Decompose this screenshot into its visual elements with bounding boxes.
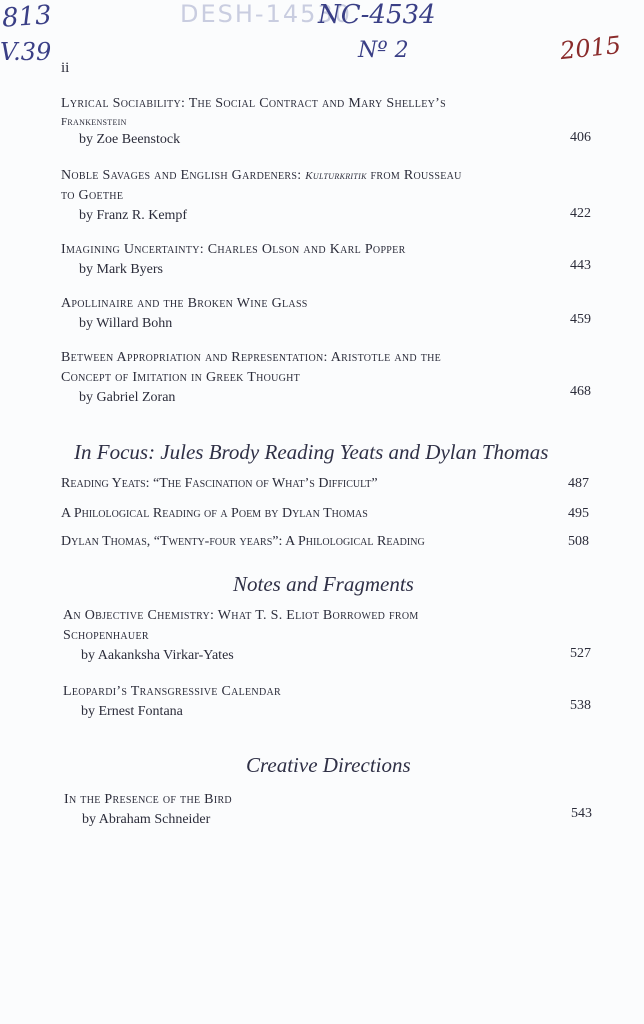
handwritten-mark: NC-4534: [318, 0, 436, 30]
toc-entry: [61, 506, 589, 522]
toc-entry: [64, 790, 592, 830]
entry-page: 459: [570, 312, 591, 327]
entry-title: Leopardi’s Transgressive Calendar: [63, 684, 281, 699]
entry-author: by Abraham Schneider: [82, 812, 211, 827]
section-heading-creative: Creative Directions: [246, 753, 411, 777]
entry-author: by Aakanksha Virkar-Yates: [81, 648, 234, 663]
entry-title: Apollinaire and the Broken Wine Glass: [61, 296, 308, 311]
entry-title-line2: Concept of Imitation in Greek Thought: [61, 370, 301, 385]
toc-entry: [61, 348, 591, 408]
entry-page: 495: [568, 506, 589, 521]
entry-page: 443: [570, 258, 591, 273]
entry-title: In the Presence of the Bird: [64, 792, 232, 807]
entry-page: 508: [568, 534, 589, 549]
toc-entry: [61, 94, 591, 150]
entry-author: by Willard Bohn: [79, 316, 173, 331]
entry-author: by Zoe Beenstock: [79, 132, 181, 147]
entry-title: An Objective Chemistry: What T. S. Eliot Borrowed from: [63, 608, 419, 623]
entry-author: by Ernest Fontana: [81, 704, 183, 719]
entry-author: by Gabriel Zoran: [79, 390, 176, 405]
entry-page: 538: [570, 698, 591, 713]
entry-title-line2: to Goethe: [61, 188, 124, 203]
entry-title-italic: Frankenstein: [61, 116, 127, 128]
entry-title-line2: Schopenhauer: [63, 628, 149, 643]
entry-author: by Franz R. Kempf: [79, 208, 188, 223]
entry-page: 468: [570, 384, 591, 399]
entry-title: Reading Yeats: “The Fascination of What’s Difficult”: [61, 476, 378, 491]
handwritten-mark: V.39: [0, 38, 52, 66]
toc-entry: [61, 534, 589, 550]
entry-title: Between Appropriation and Representation: Aristotle and the: [61, 350, 442, 365]
entry-title: Imagining Uncertainty: Charles Olson and Karl Popper: [61, 242, 406, 257]
entry-title: Dylan Thomas, “Twenty-four years”: A Philological Reading: [61, 534, 425, 549]
entry-page: 543: [571, 806, 592, 821]
entry-title: Lyrical Sociability: The Social Contract and Mary Shelley’s: [61, 96, 446, 111]
faded-stamp: DESH-14530: [180, 0, 352, 28]
entry-page: 406: [570, 130, 591, 145]
section-heading-in-focus: In Focus: Jules Brody Reading Yeats and Dylan Thomas: [74, 440, 549, 464]
toc-entry: [61, 476, 589, 492]
toc-entry: [61, 294, 591, 334]
handwritten-mark: Nº 2: [358, 38, 409, 63]
entry-page: 422: [570, 206, 591, 221]
entry-page: 487: [568, 476, 589, 491]
toc-entry: [61, 240, 591, 280]
entry-page: 527: [570, 646, 591, 661]
entry-author: by Mark Byers: [79, 262, 163, 277]
toc-entry: [63, 682, 591, 722]
toc-entry: [63, 606, 591, 666]
entry-title: A Philological Reading of a Poem by Dylan Thomas: [61, 506, 368, 521]
page-folio: ii: [61, 60, 70, 76]
entry-title: Noble Savages and English Gardeners: Kulturkritik from Rousseau: [61, 168, 462, 183]
handwritten-date: 2015: [558, 30, 623, 66]
toc-entry: [61, 166, 591, 226]
section-heading-notes: Notes and Fragments: [233, 572, 414, 596]
handwritten-mark: 813: [1, 0, 53, 34]
